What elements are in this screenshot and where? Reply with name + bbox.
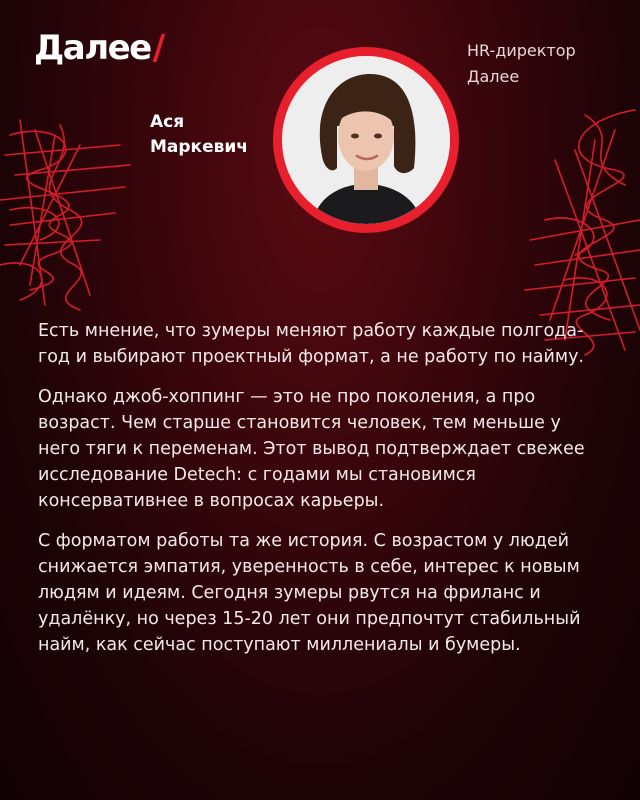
role-company: Далее: [467, 67, 520, 86]
brand-name: Далее: [34, 28, 151, 68]
portrait-photo-icon: [282, 56, 450, 224]
person-last-name: Маркевич: [150, 137, 248, 157]
person-role: [467, 38, 576, 90]
brand-logo: [34, 28, 164, 68]
role-title: HR-директор: [467, 41, 576, 60]
paragraph-1: Есть мнение, что зумеры меняют работу каждые полгода-год и выбирают проектный формат, а не работу по найму.: [38, 321, 584, 367]
paragraph-3: С форматом работы та же история. С возрастом у людей снижается эмпатия, уверенность в себе, интерес к новым людям и идеям. Сегодня зумеры рвутся на фриланс и удалёнку, но через 15-20 лет они предпочтут стабильный найм, как сейчас поступают миллениалы и бумеры.: [38, 531, 581, 655]
quote-text: [38, 318, 608, 672]
portrait-photo: [282, 56, 450, 224]
red-scribble-left-icon: [0, 115, 150, 315]
person-name: [150, 110, 248, 160]
person-first-name: Ася: [150, 112, 185, 132]
brand-slash: /: [152, 28, 164, 68]
portrait-ring: [273, 47, 459, 233]
paragraph-2: Однако джоб-хоппинг — это не про поколения, а про возраст. Чем старше становится человек, тем меньше у него тяги к переменам. Этот вывод подтверждает свежее исследование Detech: с годами мы становимся консервативнее в вопросах карьеры.: [38, 387, 585, 511]
